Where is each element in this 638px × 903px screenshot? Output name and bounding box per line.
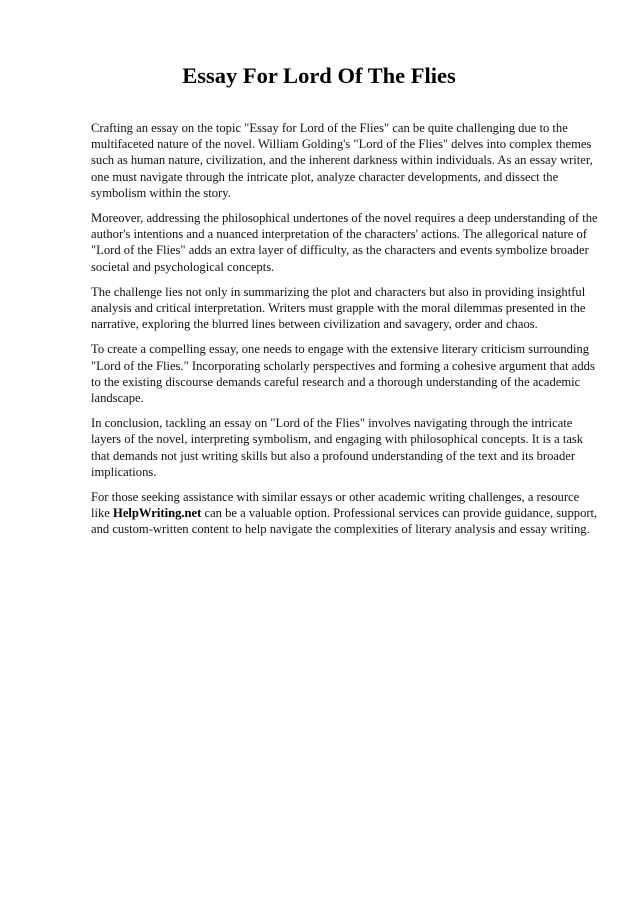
- paragraph-6-lead: For those seeking assistance with similar essays or other academic writing challenges, a resource like: [91, 490, 580, 521]
- paragraph-3: The challenge lies not only in summarizing the plot and characters but also in providing insightful analysis and critical interpretation. Writers must grapple with the moral dilemmas presented in the narrative, exploring the blurred lines between civilization and savagery, order and chaos.: [91, 284, 586, 332]
- paragraph-2: Moreover, addressing the philosophical undertones of the novel requires a deep understanding of the author's intentions and a nuanced interpretation of the characters' actions. The allegorical nature of "Lord of the Flies" adds an extra layer of difficulty, as the characters and events symbolize broader societal and psychological concepts.: [91, 211, 598, 274]
- page-title: Essay For Lord Of The Flies: [182, 63, 456, 88]
- paragraph-6-tail: can be a valuable option. Professional services can provide guidance, support, and custom-written content to help navigate the complexities of literary analysis and essay writing.: [91, 506, 598, 537]
- document-body: [91, 120, 599, 547]
- paragraph-6: [91, 489, 599, 538]
- paragraph-1: Crafting an essay on the topic "Essay for Lord of the Flies" can be quite challenging due to the multifaceted nature of the novel. William Golding's "Lord of the Flies" delves into complex themes such as human nature, civilization, and the inherent darkness within individuals. As an essay writer, one must navigate through the intricate plot, analyze character developments, and dissect the symbolism within the story.: [91, 121, 593, 200]
- paragraph-4: To create a compelling essay, one needs to engage with the extensive literary criticism surrounding "Lord of the Flies." Incorporating scholarly perspectives and forming a cohesive argument that adds to the existing discourse demands careful research and a thorough understanding of the academic landscape.: [91, 342, 595, 406]
- paragraph-5: In conclusion, tackling an essay on "Lord of the Flies" involves navigating through the intricate layers of the novel, interpreting symbolism, and engaging with philosophical concepts. It is a task that demands not just writing skills but also a profound understanding of the text and its broader implications.: [91, 416, 584, 479]
- helpwriting-link[interactable]: HelpWriting.net: [113, 506, 202, 521]
